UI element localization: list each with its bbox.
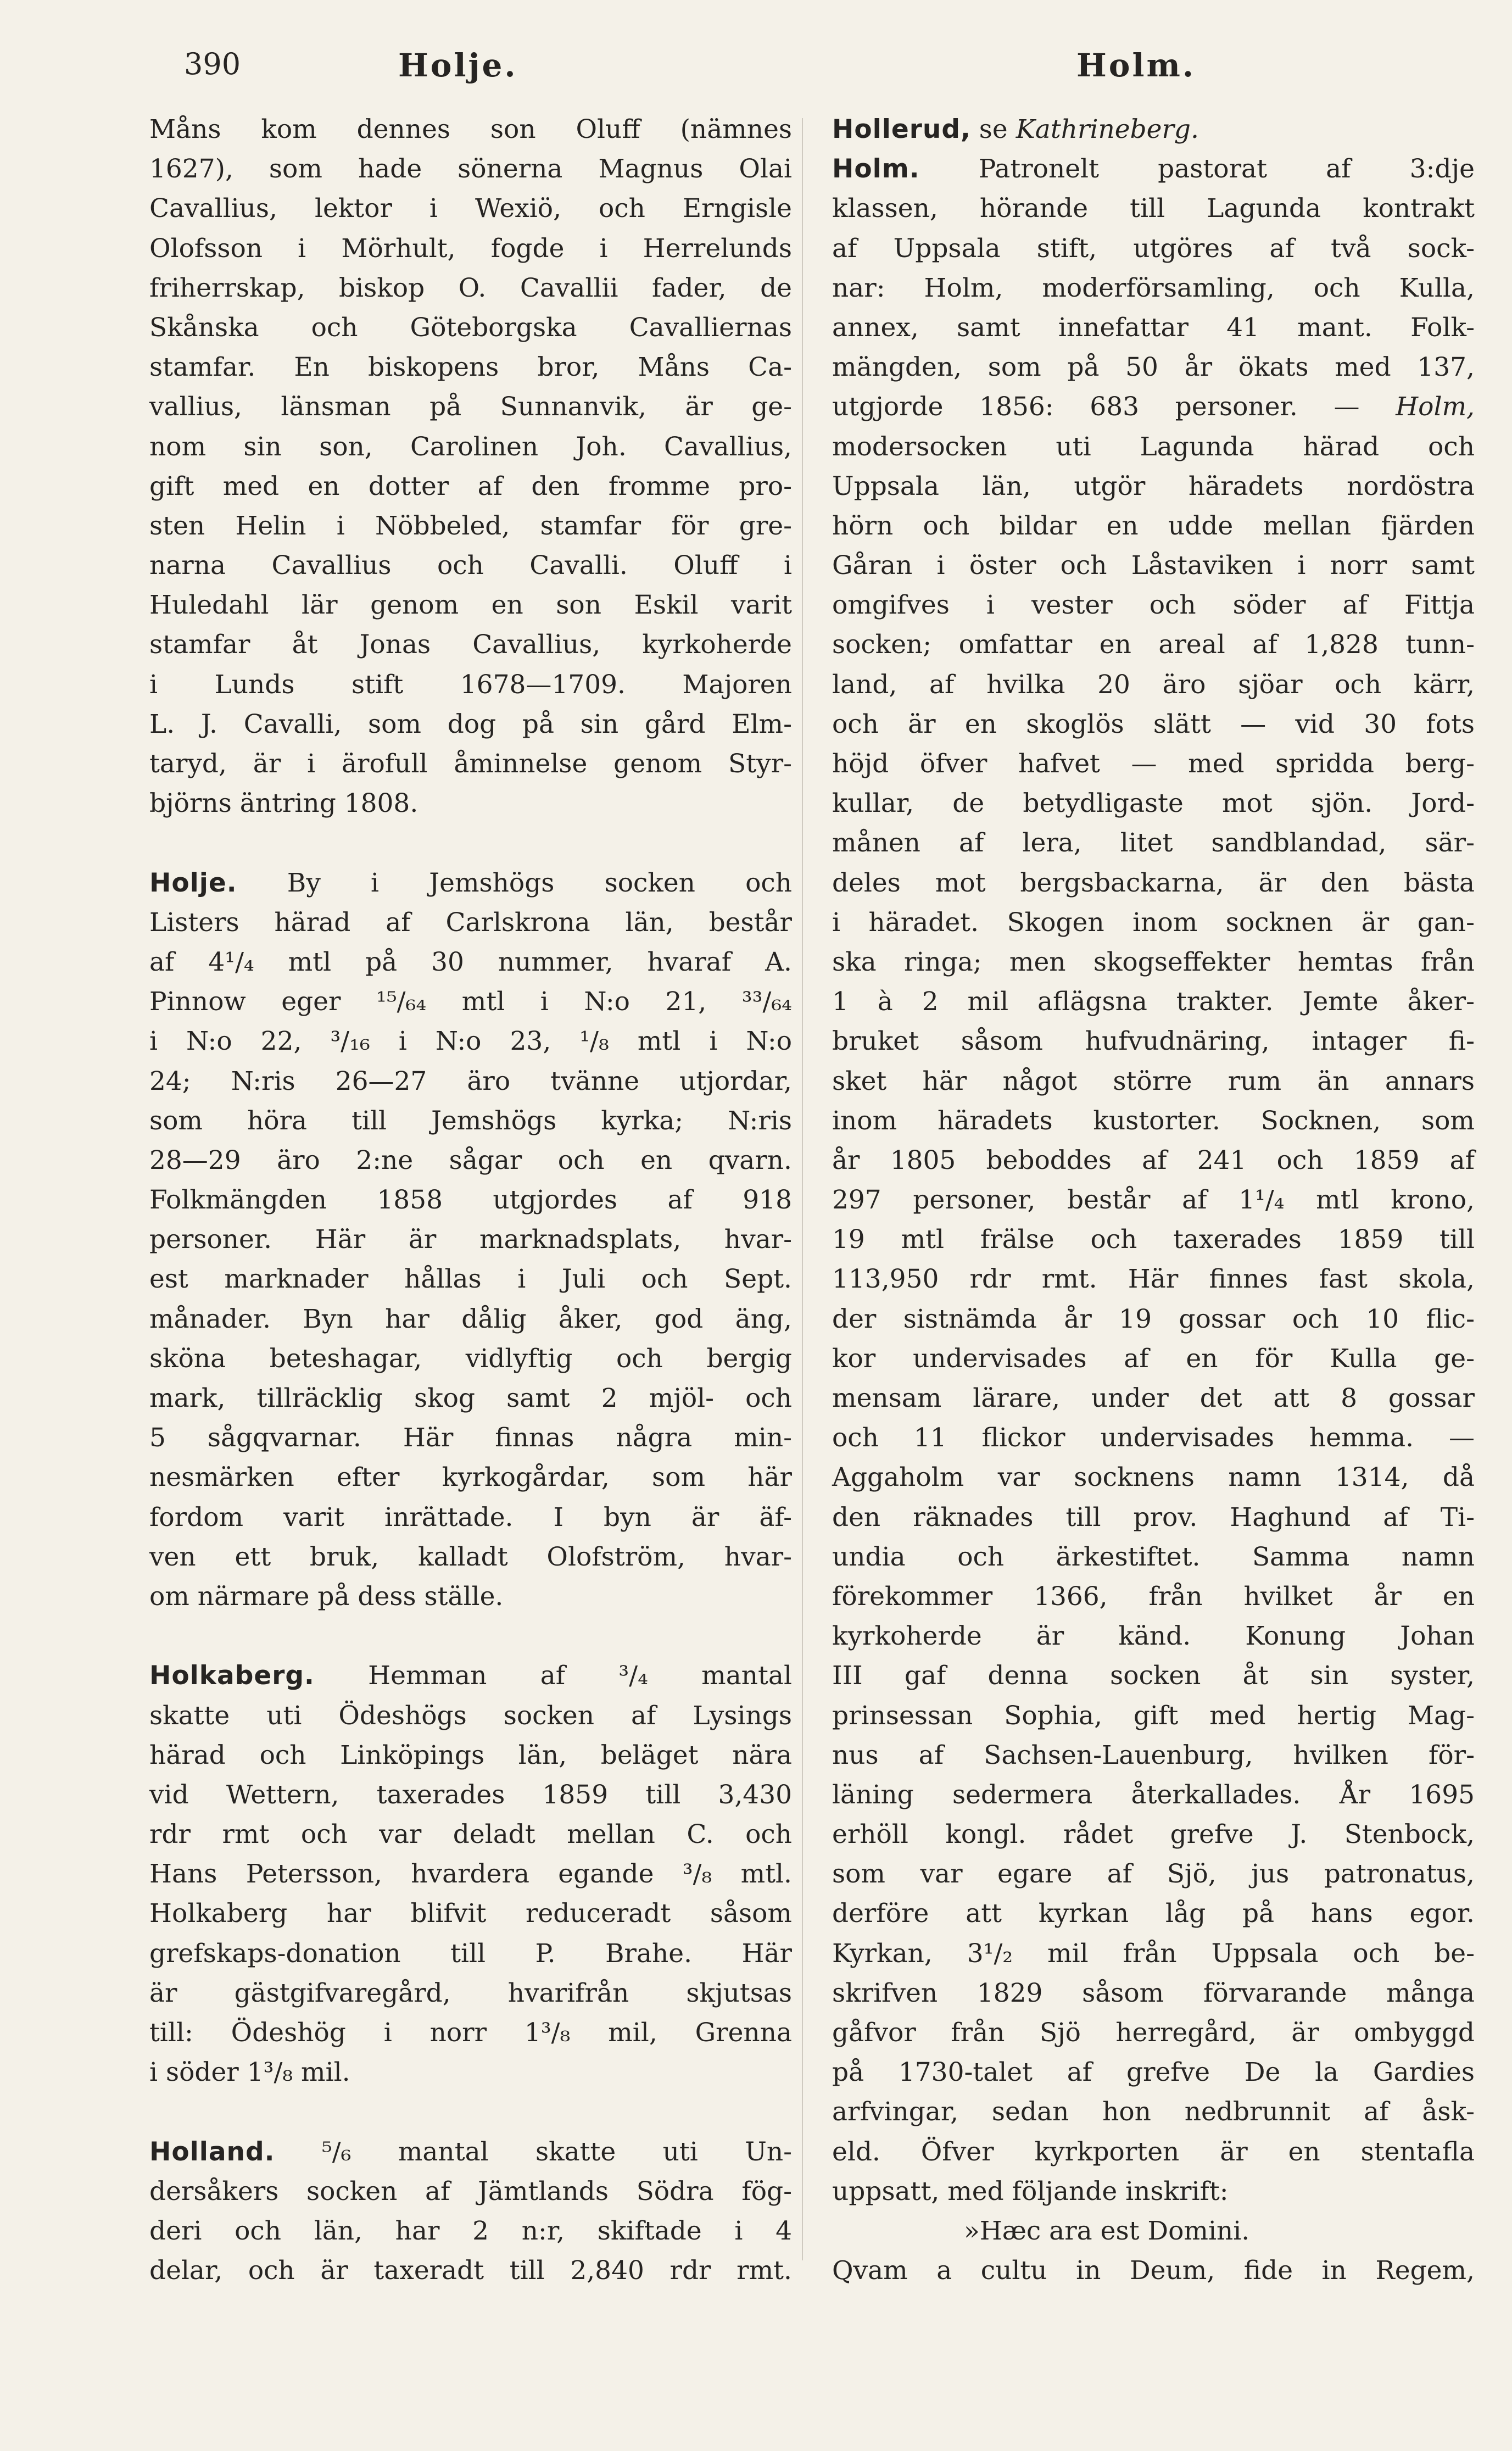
text-line — [149, 2251, 792, 2291]
page-number: 390 — [184, 47, 241, 81]
text-line — [832, 823, 1475, 863]
line-text: som var egare af Sjö, jus patronatus, — [832, 1859, 1475, 1890]
line-text: se — [970, 114, 1016, 144]
running-headword-left: Holje. — [398, 47, 518, 84]
text-line — [832, 1854, 1475, 1894]
italic-text: Kathrineberg. — [1016, 114, 1199, 144]
line-text: rdr rmt och var deladt mellan C. och — [149, 1819, 792, 1850]
text-line — [149, 744, 792, 784]
text-line — [832, 2172, 1475, 2212]
line-text: Holkaberg har blifvit reduceradt såsom — [149, 1898, 792, 1929]
line-text: skatte uti Ödeshögs socken af Lysings — [149, 1700, 792, 1731]
line-text: 19 mtl frälse och taxerades 1859 till — [832, 1224, 1475, 1255]
line-text: taryd, är i ärofull åminnelse genom Styr- — [149, 749, 792, 779]
line-text: derföre att kyrkan låg på hans egor. — [832, 1898, 1475, 1929]
text-line — [149, 269, 792, 308]
text-line — [832, 189, 1475, 229]
text-line — [149, 1418, 792, 1458]
entry-headword: Holm. — [832, 154, 920, 185]
line-text: Olofsson i Mörhult, fogde i Herrelunds — [149, 233, 792, 264]
line-text: Listers härad af Carlskrona län, består — [149, 907, 792, 938]
line-text: sten Helin i Nöbbeled, stamfar för gre- — [149, 510, 792, 541]
text-line — [832, 1538, 1475, 1577]
text-line — [149, 1180, 792, 1220]
entry-headword: Holkaberg. — [149, 1661, 315, 1691]
line-text: prinsessan Sophia, gift med hertig Mag- — [832, 1700, 1475, 1731]
text-line — [149, 546, 792, 586]
column-divider — [802, 118, 803, 2260]
line-text: i N:o 22, ³/₁₆ i N:o 23, ¹/₈ mtl i N:o — [149, 1026, 792, 1057]
line-text: Kyrkan, 3¹/₂ mil från Uppsala och be- — [832, 1938, 1475, 1969]
text-line — [149, 1300, 792, 1339]
text-line — [149, 1022, 792, 1061]
text-line — [149, 2053, 792, 2092]
entry-headword: Hollerud, — [832, 114, 971, 144]
line-text: Cavallius, lektor i Wexiö, och Erngisle — [149, 193, 792, 224]
text-line — [832, 1577, 1475, 1617]
text-line — [832, 2212, 1475, 2251]
text-line — [149, 427, 792, 467]
text-line — [832, 1815, 1475, 1854]
line-text: mensam lärare, under det att 8 gossar — [832, 1383, 1475, 1413]
line-text: nus af Sachsen-Lauenburg, hvilken för- — [832, 1740, 1475, 1770]
text-line — [832, 2053, 1475, 2092]
line-text: läning sedermera återkallades. År 1695 — [832, 1779, 1475, 1810]
line-text: der sistnämda år 19 gossar och 10 flic- — [832, 1304, 1475, 1334]
paragraph-gap — [149, 823, 792, 863]
text-line — [149, 387, 792, 427]
line-text: och är en skoglös slätt — vid 30 fots — [832, 709, 1475, 739]
text-line — [832, 1062, 1475, 1101]
text-line — [149, 1815, 792, 1854]
text-line — [149, 705, 792, 744]
text-line — [832, 1418, 1475, 1458]
line-text: personer. Här är marknadsplats, hvar- — [149, 1224, 792, 1255]
line-text: höjd öfver hafvet — med spridda berg- — [832, 749, 1475, 779]
text-line — [149, 982, 792, 1022]
line-text: friherrskap, biskop O. Cavallii fader, de — [149, 272, 792, 303]
line-text: mark, tillräcklig skog samt 2 mjöl- och — [149, 1383, 792, 1413]
page-header — [0, 47, 1512, 85]
line-text: 28—29 äro 2:ne sågar och en qvarn. — [149, 1145, 792, 1176]
text-line — [832, 1498, 1475, 1538]
line-text: By i Jemshögs socken och — [237, 867, 792, 898]
text-line — [832, 864, 1475, 903]
line-text: förekommer 1366, från hvilket år en — [832, 1581, 1475, 1612]
text-line — [832, 1696, 1475, 1736]
text-line — [832, 1458, 1475, 1497]
line-text: Skånska och Göteborgska Cavalliernas — [149, 312, 792, 343]
text-line — [149, 229, 792, 269]
text-line — [149, 1538, 792, 1577]
paragraph-gap — [149, 2092, 792, 2132]
line-text: 5 sågqvarnar. Här finnas några min- — [149, 1423, 792, 1453]
line-text: grefskaps-donation till P. Brahe. Här — [149, 1938, 792, 1969]
line-text: vallius, länsman på Sunnanvik, är ge- — [149, 392, 792, 422]
text-line — [832, 149, 1475, 189]
line-text: Pinnow eger ¹⁵/₆₄ mtl i N:o 21, ³³/₆₄ — [149, 987, 792, 1017]
line-text: erhöll kongl. rådet grefve J. Stenbock, — [832, 1819, 1475, 1850]
entry-headword: Holje. — [149, 867, 237, 898]
text-line — [832, 1180, 1475, 1220]
text-line — [149, 1101, 792, 1141]
text-line — [149, 2132, 792, 2172]
left-column — [149, 110, 792, 2291]
text-line — [832, 1141, 1475, 1180]
line-text: fordom varit inrättade. I byn är äf- — [149, 1502, 792, 1533]
text-line — [832, 744, 1475, 784]
text-line — [149, 149, 792, 189]
text-line — [832, 2013, 1475, 2053]
line-text: på 1730-talet af grefve De la Gardies — [832, 2057, 1475, 2088]
line-text: est marknader hållas i Juli och Sept. — [149, 1264, 792, 1295]
text-line — [832, 665, 1475, 705]
line-text: mängden, som på 50 år ökats med 137, — [832, 352, 1475, 383]
line-text: nar: Holm, moderförsamling, och Kulla, — [832, 272, 1475, 303]
line-text: klassen, hörande till Lagunda kontrakt — [832, 193, 1475, 224]
line-text: Qvam a cultu in Deum, fide in Regem, — [832, 2255, 1475, 2286]
text-line — [149, 665, 792, 705]
text-line — [149, 1458, 792, 1497]
running-headword-right: Holm. — [1076, 47, 1196, 84]
text-line — [832, 229, 1475, 269]
text-line — [149, 1260, 792, 1299]
line-text: delar, och är taxeradt till 2,840 rdr rmt. — [149, 2255, 792, 2286]
line-text: sköna beteshagar, vidlyftig och bergig — [149, 1343, 792, 1374]
line-text: dersåkers socken af Jämtlands Södra fög- — [149, 2176, 792, 2207]
line-text: skrifven 1829 såsom förvarande många — [832, 1977, 1475, 2008]
text-line — [149, 110, 792, 149]
line-text: månen af lera, litet sandblandad, sär- — [832, 828, 1475, 859]
text-line — [149, 1220, 792, 1260]
line-text: uppsatt, med följande inskrift: — [832, 2176, 1229, 2207]
text-line — [832, 1260, 1475, 1299]
right-column — [832, 110, 1475, 2291]
text-line — [149, 625, 792, 665]
line-text: Uppsala län, utgör häradets nordöstra — [832, 471, 1475, 502]
text-line — [832, 506, 1475, 546]
text-line — [832, 586, 1475, 625]
line-text: eld. Öfver kyrkporten är en stentafla — [832, 2136, 1475, 2167]
line-text: 24; N:ris 26—27 äro tvänne utjordar, — [149, 1066, 792, 1096]
text-line — [149, 2172, 792, 2212]
line-text: gift med en dotter af den fromme pro- — [149, 471, 792, 502]
text-line — [832, 1736, 1475, 1775]
text-line — [832, 269, 1475, 308]
line-text: Måns kom dennes son Oluff (nämnes — [149, 114, 792, 144]
line-text: nesmärken efter kyrkogårdar, som här — [149, 1462, 792, 1493]
text-line — [149, 784, 792, 823]
text-line — [149, 586, 792, 625]
line-text: Gåran i öster och Låstaviken i norr samt — [832, 550, 1475, 581]
line-text: kyrkoherde är känd. Konung Johan — [832, 1621, 1475, 1652]
line-text: Hemman af ³/₄ mantal — [314, 1661, 792, 1691]
line-text: L. J. Cavalli, som dog på sin gård Elm- — [149, 709, 792, 739]
text-line — [832, 1617, 1475, 1656]
line-text: björns äntring 1808. — [149, 788, 419, 819]
line-text: 297 personer, består af 1¹/₄ mtl krono, — [832, 1185, 1475, 1216]
text-line — [832, 1339, 1475, 1379]
text-line — [149, 1894, 792, 1934]
text-line — [832, 467, 1475, 506]
line-text: af Uppsala stift, utgöres af två sock- — [832, 233, 1475, 264]
line-text: i Lunds stift 1678—1709. Majoren — [149, 669, 792, 700]
text-line — [832, 427, 1475, 467]
line-text: kullar, de betydligaste mot sjön. Jord- — [832, 788, 1475, 819]
text-line — [149, 189, 792, 229]
line-text: inom häradets kustorter. Socknen, som — [832, 1105, 1475, 1136]
text-line — [149, 1696, 792, 1736]
line-text: Folkmängden 1858 utgjordes af 918 — [149, 1185, 792, 1216]
line-text: socken; omfattar en areal af 1,828 tunn- — [832, 630, 1475, 660]
line-text: i söder 1³/₈ mil. — [149, 2057, 350, 2088]
text-line — [149, 467, 792, 506]
line-text: till: Ödeshög i norr 1³/₈ mil, Grenna — [149, 2018, 792, 2048]
line-text: är gästgifvaregård, hvarifrån skjutsas — [149, 1977, 792, 2008]
text-line — [149, 1498, 792, 1538]
text-line — [832, 1101, 1475, 1141]
italic-text: Holm, — [1396, 392, 1475, 422]
line-text: hörn och bildar en udde mellan fjärden — [832, 510, 1475, 541]
text-line — [832, 546, 1475, 586]
text-line — [832, 2132, 1475, 2172]
text-line — [832, 903, 1475, 943]
line-text: som höra till Jemshögs kyrka; N:ris — [149, 1105, 792, 1136]
text-line — [832, 2092, 1475, 2132]
line-text: III gaf denna socken åt sin syster, — [832, 1661, 1475, 1691]
text-line — [832, 1022, 1475, 1061]
text-line — [149, 2212, 792, 2251]
line-text: månader. Byn har dålig åker, god äng, — [149, 1304, 792, 1334]
text-line — [149, 1141, 792, 1180]
line-text: undia och ärkestiftet. Samma namn — [832, 1541, 1475, 1572]
text-line — [149, 864, 792, 903]
text-line — [149, 1854, 792, 1894]
text-line — [832, 1775, 1475, 1815]
text-line — [832, 1300, 1475, 1339]
text-line — [149, 903, 792, 943]
line-text: deles mot bergsbackarna, är den bästa — [832, 867, 1475, 898]
line-text: ska ringa; men skogseffekter hemtas från — [832, 946, 1475, 977]
line-text: af 4¹/₄ mtl på 30 nummer, hvaraf A. — [149, 946, 792, 977]
line-text: år 1805 beboddes af 241 och 1859 af — [832, 1145, 1475, 1176]
text-line — [832, 625, 1475, 665]
line-text: stamfar. En biskopens bror, Måns Ca- — [149, 352, 792, 383]
text-line — [832, 1379, 1475, 1418]
text-line — [149, 1656, 792, 1696]
text-line — [149, 1577, 792, 1617]
text-line — [832, 1934, 1475, 1974]
entry-headword: Holland. — [149, 2136, 275, 2167]
text-line — [832, 705, 1475, 744]
line-text: modersocken uti Lagunda härad och — [832, 431, 1475, 462]
line-text: Hans Petersson, hvardera egande ³/₈ mtl. — [149, 1859, 792, 1890]
line-text: narna Cavallius och Cavalli. Oluff i — [149, 550, 792, 581]
paragraph-gap — [149, 1617, 792, 1656]
line-text: Huledahl lär genom en son Eskil varit — [149, 590, 792, 621]
text-line — [832, 308, 1475, 348]
text-line — [832, 1894, 1475, 1934]
text-line — [149, 1062, 792, 1101]
line-text: omgifves i vester och söder af Fittja — [832, 590, 1475, 621]
line-text: 1 à 2 mil aflägsna trakter. Jemte åker- — [832, 987, 1475, 1017]
text-line — [832, 387, 1475, 427]
text-line — [149, 1934, 792, 1974]
line-text: Aggaholm var socknens namn 1314, då — [832, 1462, 1475, 1493]
line-text: 113,950 rdr rmt. Här finnes fast skola, — [832, 1264, 1475, 1295]
line-text: arfvingar, sedan hon nedbrunnit af åsk- — [832, 2097, 1475, 2127]
text-line — [832, 784, 1475, 823]
line-text: den räknades till prov. Haghund af Ti- — [832, 1502, 1475, 1533]
line-text: och 11 flickor undervisades hemma. — — [832, 1423, 1475, 1453]
line-text: ven ett bruk, kalladt Olofström, hvar- — [149, 1541, 792, 1572]
line-text: sket här något större rum än annars — [832, 1066, 1475, 1096]
line-text: deri och län, har 2 n:r, skiftade i 4 — [149, 2215, 792, 2246]
text-line — [832, 1656, 1475, 1696]
text-line — [832, 348, 1475, 387]
text-line — [832, 110, 1475, 149]
line-text: stamfar åt Jonas Cavallius, kyrkoherde — [149, 630, 792, 660]
line-text: bruket såsom hufvudnäring, intager fi- — [832, 1026, 1475, 1057]
text-line — [832, 982, 1475, 1022]
text-line — [149, 943, 792, 982]
text-line — [149, 1339, 792, 1379]
text-line — [149, 1736, 792, 1775]
line-text: land, af hvilka 20 äro sjöar och kärr, — [832, 669, 1475, 700]
line-text: kor undervisades af en för Kulla ge- — [832, 1343, 1475, 1374]
text-line — [832, 943, 1475, 982]
line-text: härad och Linköpings län, beläget nära — [149, 1740, 792, 1770]
line-text: om närmare på dess ställe. — [149, 1581, 504, 1612]
line-text: gåfvor från Sjö herregård, är ombyggd — [832, 2018, 1475, 2048]
line-text: utgjorde 1856: 683 personer. — — [832, 392, 1396, 422]
text-line — [149, 1974, 792, 2013]
line-text: annex, samt innefattar 41 mant. Folk- — [832, 312, 1475, 343]
text-line — [149, 1775, 792, 1815]
text-line — [149, 506, 792, 546]
line-text: i häradet. Skogen inom socknen är gan- — [832, 907, 1475, 938]
line-text: ⁵/₆ mantal skatte uti Un- — [275, 2136, 792, 2167]
text-line — [149, 348, 792, 387]
line-text: nom sin son, Carolinen Joh. Cavallius, — [149, 431, 792, 462]
line-text: Patronelt pastorat af 3:dje — [919, 154, 1475, 185]
line-text: 1627), som hade sönerna Magnus Olai — [149, 154, 792, 185]
text-line — [832, 1220, 1475, 1260]
line-text: »Hæc ara est Domini. — [964, 2215, 1250, 2246]
text-line — [149, 2013, 792, 2053]
line-text: vid Wettern, taxerades 1859 till 3,430 — [149, 1779, 792, 1810]
text-line — [149, 308, 792, 348]
text-line — [832, 2251, 1475, 2291]
text-line — [832, 1974, 1475, 2013]
text-line — [149, 1379, 792, 1418]
